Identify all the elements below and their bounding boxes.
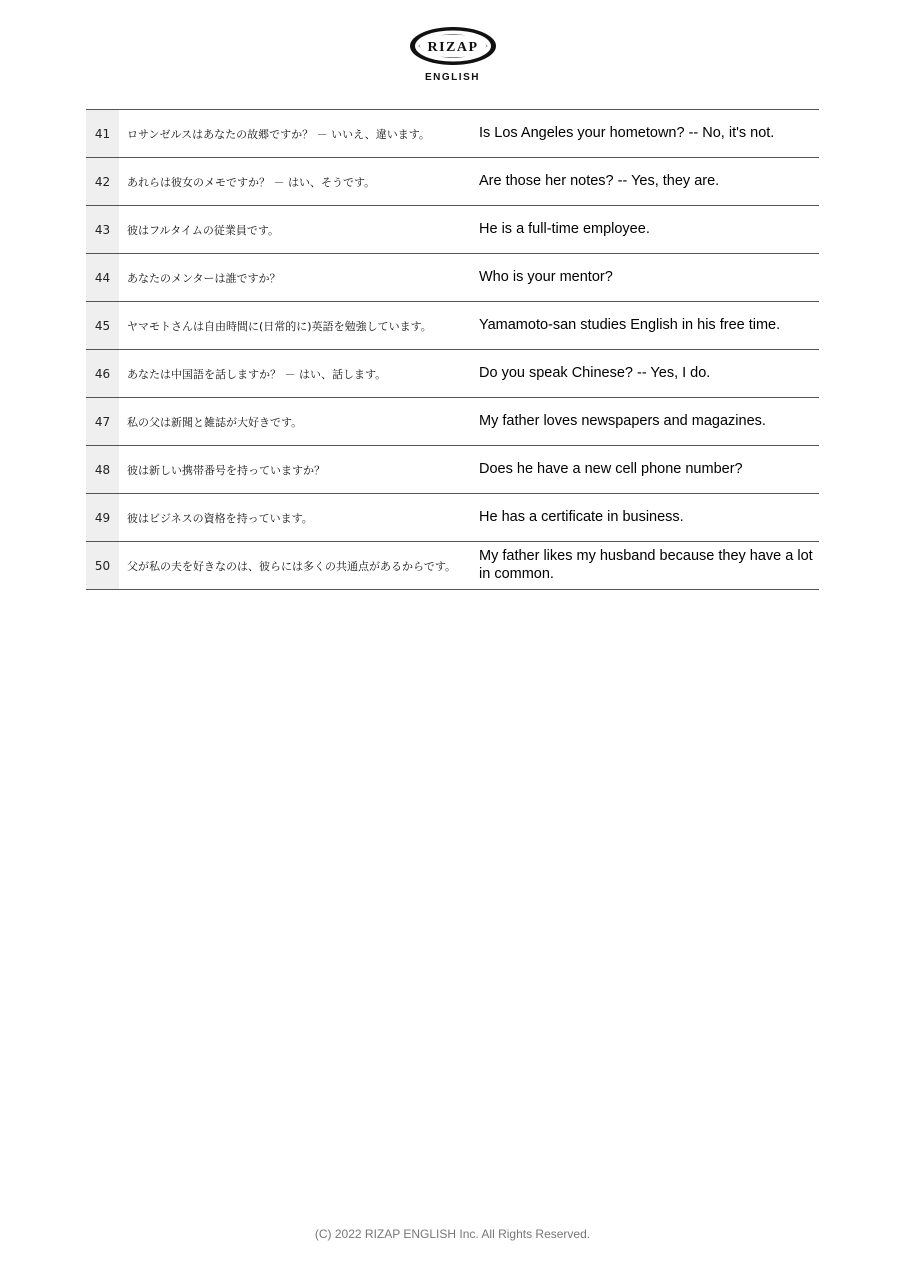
- english-sentence: Are those her notes? -- Yes, they are.: [479, 172, 720, 189]
- row-number: 50: [86, 542, 119, 589]
- japanese-sentence: 彼はフルタイムの従業員です。: [127, 223, 280, 237]
- row-number: 45: [86, 302, 119, 349]
- table-row: [86, 398, 819, 446]
- english-sentence: Yamamoto-san studies English in his free time.: [479, 316, 781, 333]
- english-sentence: Do you speak Chinese? -- Yes, I do.: [479, 364, 711, 381]
- english-sentence: My father likes my husband because they have a lot in common.: [479, 547, 813, 582]
- japanese-sentence: 父が私の夫を好きなのは、彼らには多くの共通点があるからです。: [127, 559, 457, 573]
- table-row: [86, 158, 819, 206]
- copyright-footer: (C) 2022 RIZAP ENGLISH Inc. All Rights Reserved.: [314, 1227, 591, 1241]
- english-sentence: He is a full-time employee.: [479, 220, 650, 237]
- rizap-english-logo: [0, 24, 905, 83]
- rizap-logo-emblem-icon: [408, 24, 498, 68]
- english-sentence: Does he have a new cell phone number?: [479, 460, 743, 477]
- table-row: [86, 302, 819, 350]
- japanese-sentence: ロサンゼルスはあなたの故郷ですか？ － いいえ、違います。: [127, 127, 430, 141]
- logo-text: RIZAP: [426, 40, 479, 55]
- japanese-sentence: あなたは中国語を話しますか？ － はい、話します。: [127, 367, 387, 381]
- japanese-sentence: あれらは彼女のメモですか？ － はい、そうです。: [127, 175, 376, 189]
- japanese-sentence: ヤマモトさんは自由時間に(日常的に)英語を勉強しています。: [127, 319, 432, 333]
- row-number: 43: [86, 206, 119, 253]
- japanese-sentence: 彼は新しい携帯番号を持っていますか？: [127, 463, 325, 477]
- row-number: 44: [86, 254, 119, 301]
- table-row: [86, 350, 819, 398]
- table-row: [86, 254, 819, 302]
- english-sentence: Is Los Angeles your hometown? -- No, it's not.: [479, 124, 775, 141]
- japanese-sentence: 私の父は新聞と雑誌が大好きです。: [127, 415, 303, 429]
- logo-subtext: ENGLISH: [425, 72, 480, 83]
- japanese-sentence: あなたのメンターは誰ですか？: [127, 271, 281, 285]
- row-number: 47: [86, 398, 119, 445]
- row-number: 41: [86, 110, 119, 157]
- row-number: 42: [86, 158, 119, 205]
- table-row: [86, 206, 819, 254]
- table-row: [86, 110, 819, 158]
- table-row: [86, 542, 819, 590]
- row-number: 49: [86, 494, 119, 541]
- table-row: [86, 446, 819, 494]
- english-sentence: My father loves newspapers and magazines.: [479, 412, 766, 429]
- english-sentence: He has a certificate in business.: [479, 508, 684, 525]
- phrase-table: [86, 109, 819, 590]
- english-sentence: Who is your mentor?: [479, 268, 613, 285]
- row-number: 48: [86, 446, 119, 493]
- table-row: [86, 494, 819, 542]
- row-number: 46: [86, 350, 119, 397]
- japanese-sentence: 彼はビジネスの資格を持っています。: [127, 511, 313, 525]
